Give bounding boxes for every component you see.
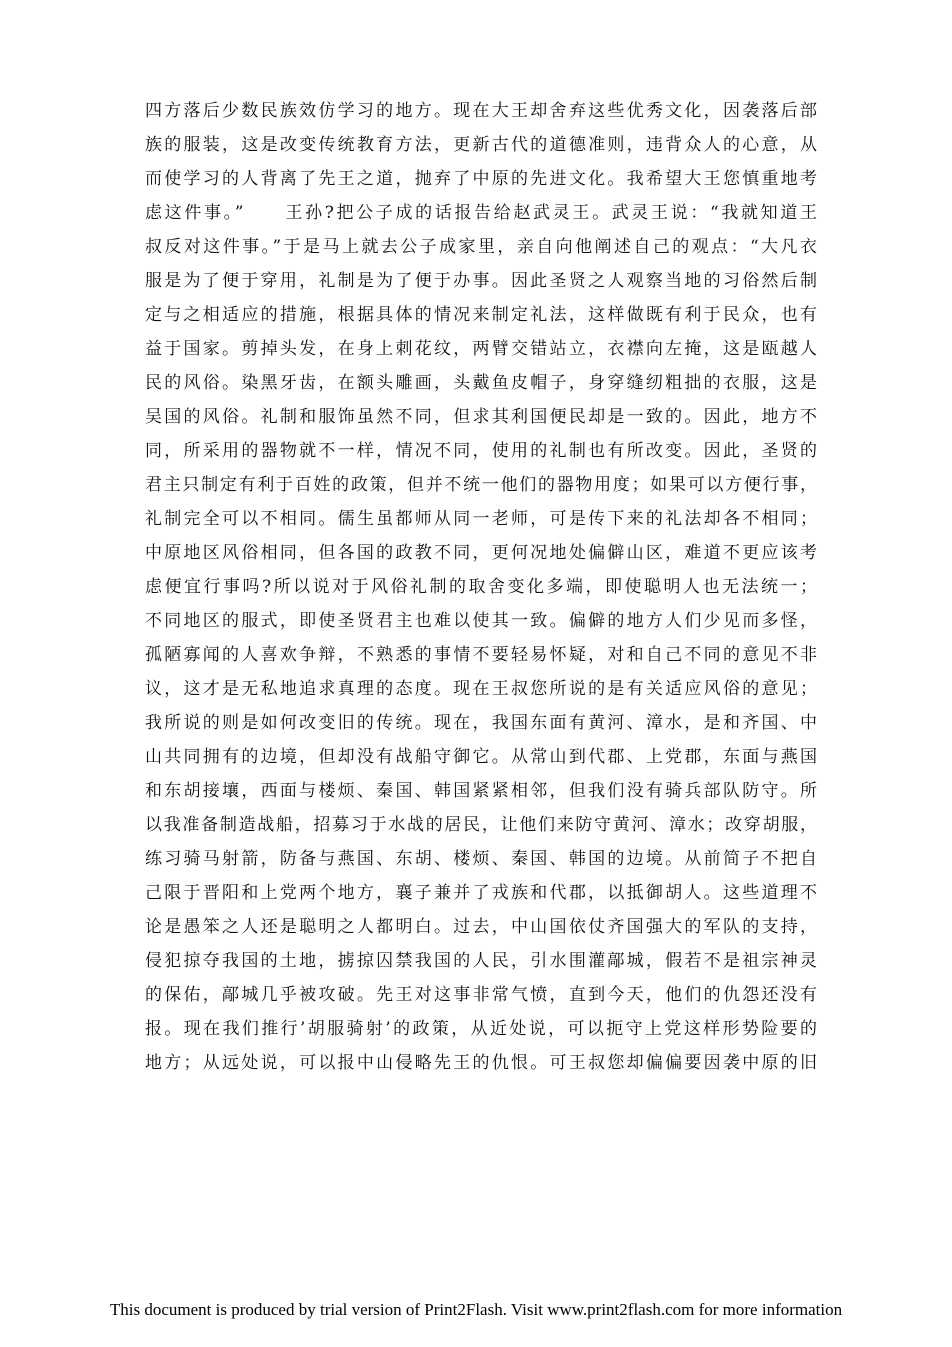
text-line: 叔反对这件事。”于是马上就去公子成家里，亲自向他阐述自己的观点：“大凡衣 [145, 237, 817, 257]
text-line: 虑便宜行事吗?所以说对于风俗礼制的取舍变化多端，即使聪明人也无法统一； [145, 577, 817, 597]
text-line: 山共同拥有的边境，但却没有战船守御它。从常山到代郡、上党郡，东面与燕国 [145, 747, 817, 767]
text-line: 以我准备制造战船，招募习于水战的居民，让他们来防守黄河、漳水；改穿胡服， [145, 815, 817, 835]
text-line: 报。现在我们推行’胡服骑射’的政策，从近处说，可以扼守上党这样形势险要的 [145, 1019, 817, 1039]
text-line: 的保佑，鄗城几乎被攻破。先王对这事非常气愤，直到今天，他们的仇怨还没有 [145, 985, 817, 1005]
trial-version-footer: This document is produced by trial version of Print2Flash. Visit www.print2flash.com for more information [109, 1300, 843, 1319]
text-line: 同，所采用的器物就不一样，情况不同，使用的礼制也有所改变。因此，圣贤的 [145, 441, 817, 461]
text-line: 益于国家。剪掉头发，在身上刺花纹，两臂交错站立，衣襟向左掩，这是瓯越人 [145, 339, 817, 359]
text-line: 议，这才是无私地追求真理的态度。现在王叔您所说的是有关适应风俗的意见； [145, 679, 817, 699]
text-line: 君主只制定有利于百姓的政策，但并不统一他们的器物用度；如果可以方便行事， [145, 475, 817, 495]
text-line: 礼制完全可以不相同。儒生虽都师从同一老师，可是传下来的礼法却各不相同； [145, 509, 817, 529]
body-text [145, 94, 817, 1080]
text-line: 和东胡接壤，西面与楼烦、秦国、韩国紧紧相邻，但我们没有骑兵部队防守。所 [145, 781, 817, 801]
text-line: 中原地区风俗相同，但各国的政教不同，更何况地处偏僻山区，难道不更应该考 [145, 543, 817, 563]
text-line: 四方落后少数民族效仿学习的地方。现在大王却舍弃这些优秀文化，因袭落后部 [145, 101, 817, 121]
text-line: 己限于晋阳和上党两个地方，襄子兼并了戎族和代郡，以抵御胡人。这些道理不 [145, 883, 817, 903]
text-line: 不同地区的服式，即使圣贤君主也难以使其一致。偏僻的地方人们少见而多怪， [145, 611, 817, 631]
text-line: 侵犯掠夺我国的土地，掳掠囚禁我国的人民，引水围灌鄗城，假若不是祖宗神灵 [145, 951, 817, 971]
text-line: 论是愚笨之人还是聪明之人都明白。过去，中山国依仗齐国强大的军队的支持， [145, 917, 817, 937]
text-line: 定与之相适应的措施，根据具体的情况来制定礼法，这样做既有利于民众，也有 [145, 305, 817, 325]
text-line: 民的风俗。染黑牙齿，在额头雕画，头戴鱼皮帽子，身穿缝纫粗拙的衣服，这是 [145, 373, 817, 393]
text-line: 族的服装，这是改变传统教育方法，更新古代的道德准则，违背众人的心意，从 [145, 135, 817, 155]
text-line: 练习骑马射箭，防备与燕国、东胡、楼烦、秦国、韩国的边境。从前简子不把自 [145, 849, 817, 869]
text-line: 孤陋寡闻的人喜欢争辩，不熟悉的事情不要轻易怀疑，对和自己不同的意见不非 [145, 645, 817, 665]
text-line: 而使学习的人背离了先王之道，抛弃了中原的先进文化。我希望大王您慎重地考 [145, 169, 817, 189]
text-line: 我所说的则是如何改变旧的传统。现在，我国东面有黄河、漳水，是和齐国、中 [145, 713, 817, 733]
text-line: 吴国的风俗。礼制和服饰虽然不同，但求其利国便民却是一致的。因此，地方不 [145, 407, 817, 427]
text-line: 服是为了便于穿用，礼制是为了便于办事。因此圣贤之人观察当地的习俗然后制 [145, 271, 817, 291]
text-line: 虑这件事。” 王孙?把公子成的话报告给赵武灵王。武灵王说：“我就知道王 [145, 203, 817, 223]
text-line: 地方；从远处说，可以报中山侵略先王的仇恨。可王叔您却偏偏要因袭中原的旧 [145, 1053, 817, 1073]
